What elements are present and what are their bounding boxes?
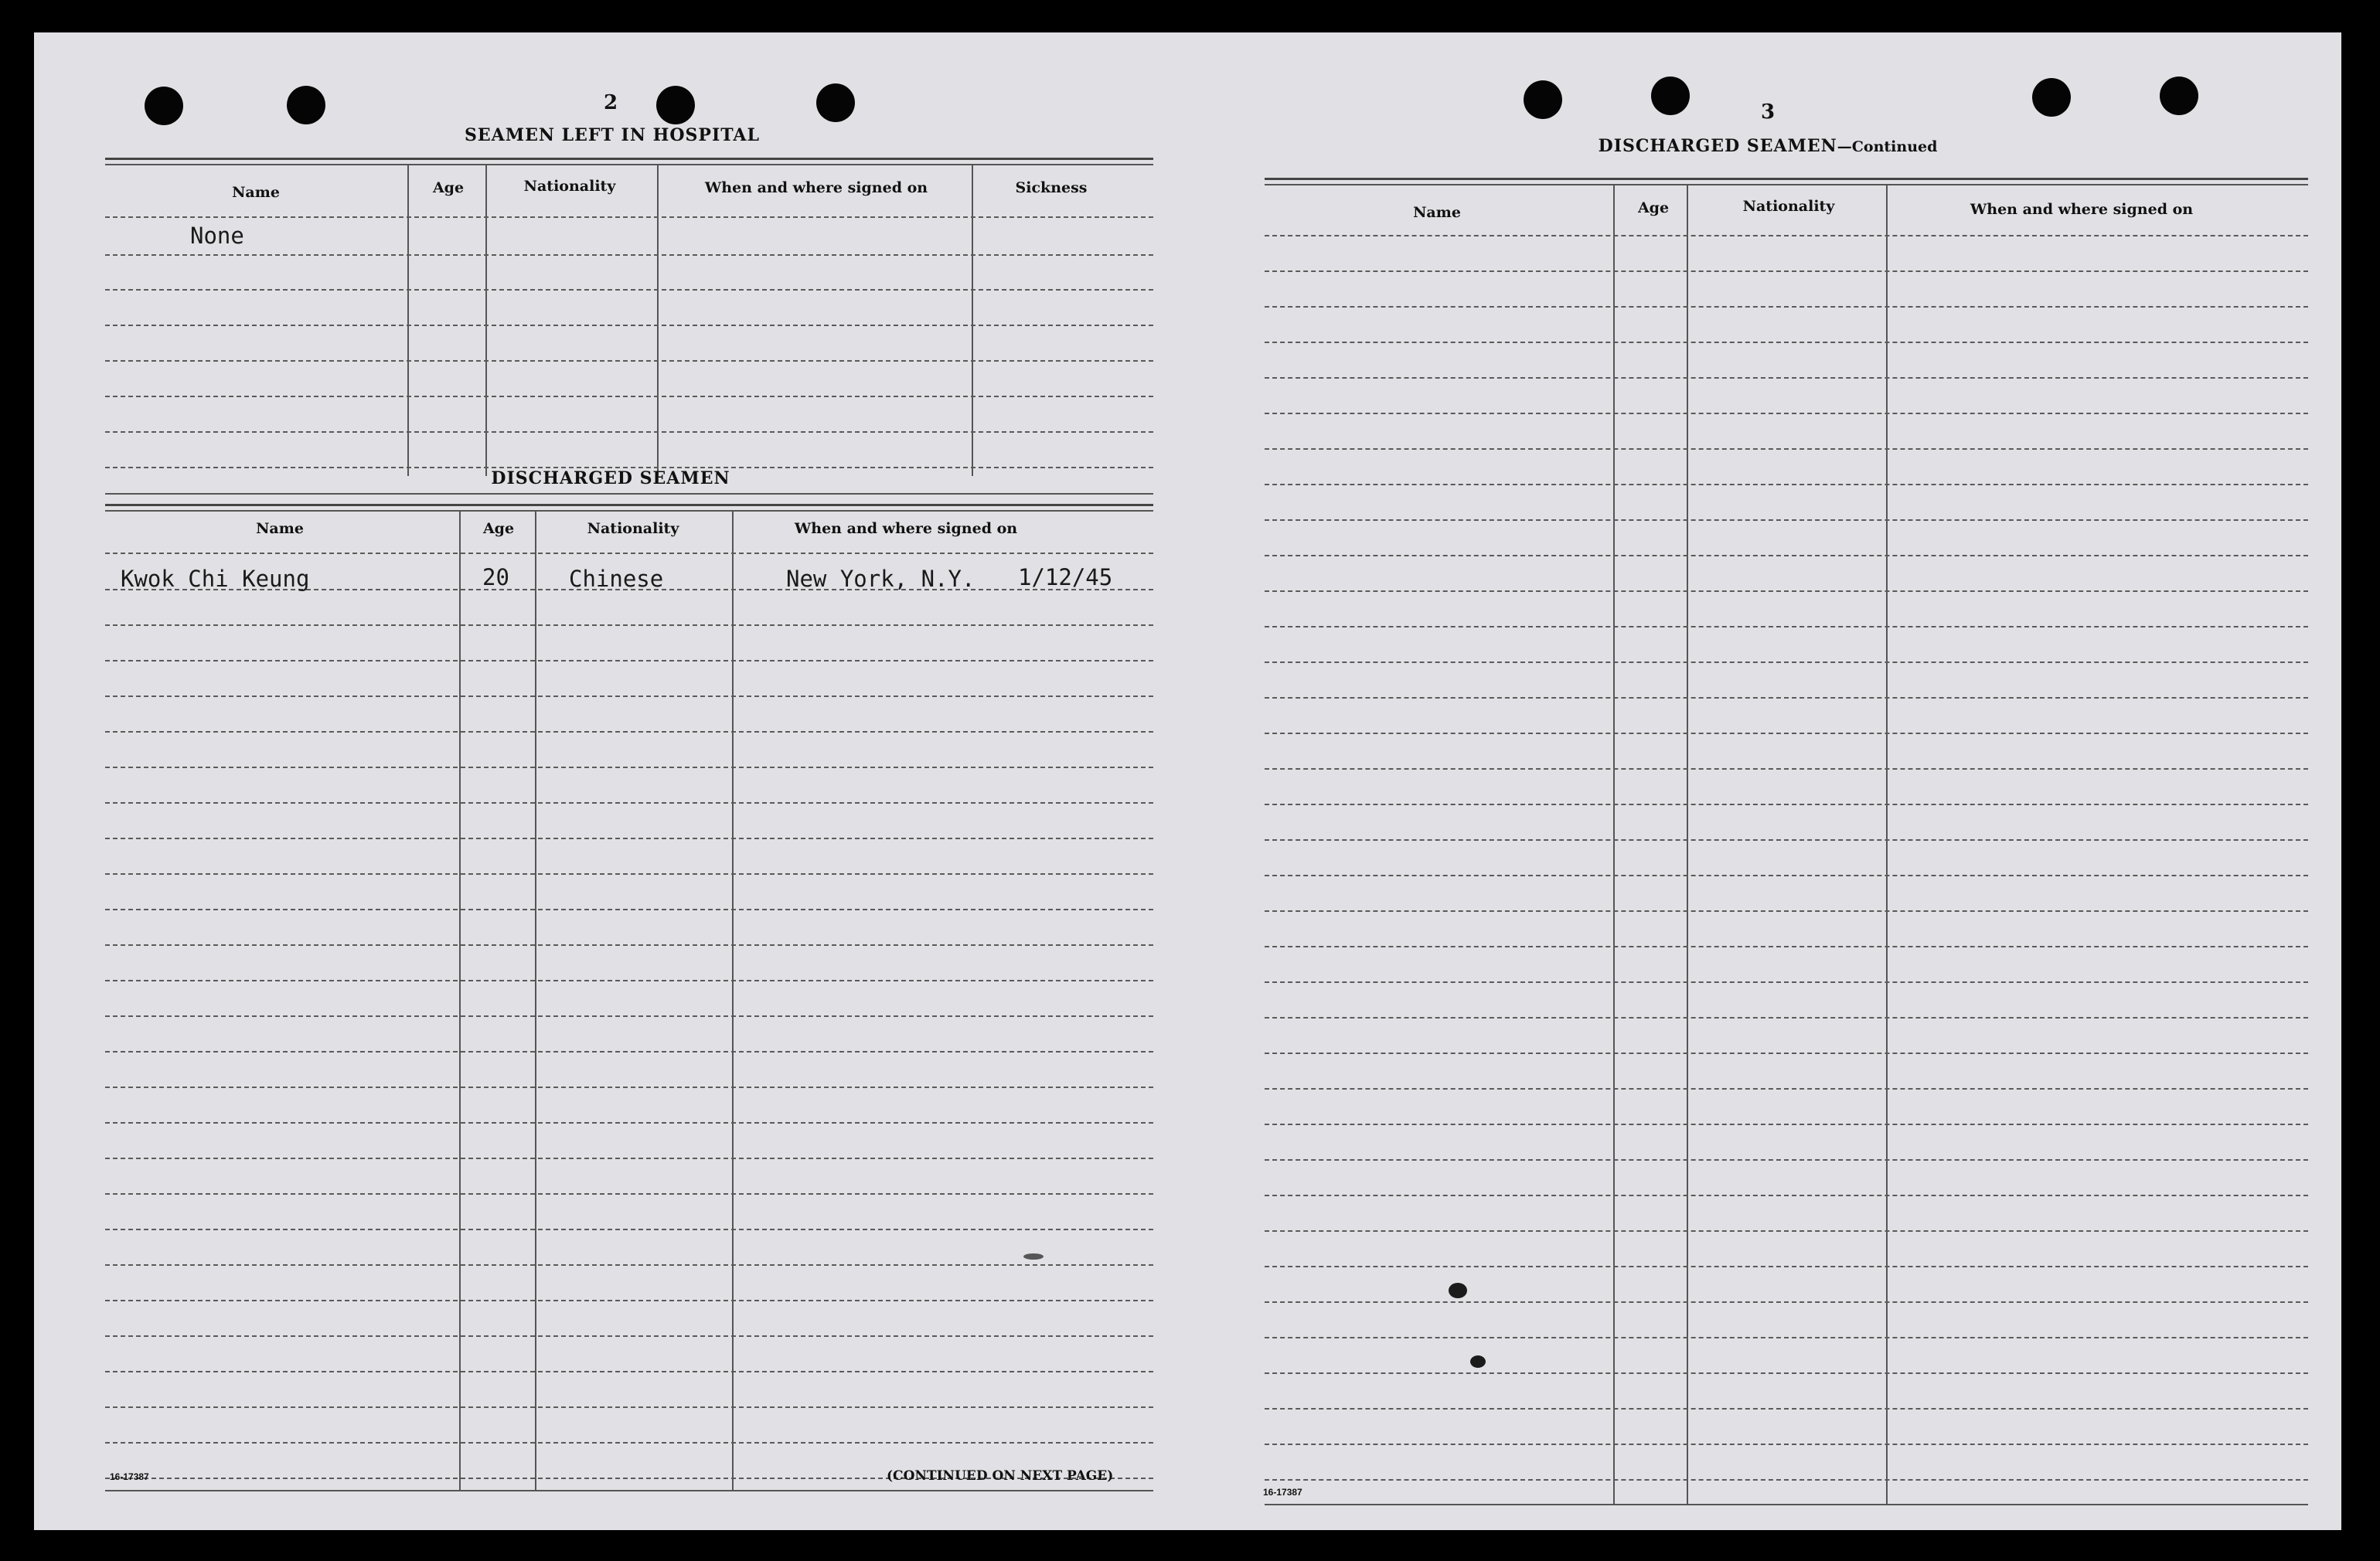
table-rule (105, 510, 1153, 512)
table-row (1265, 1444, 2308, 1445)
page-number: 3 (1760, 100, 1776, 124)
title-text: DISCHARGED SEAMEN (1598, 136, 1837, 156)
title-suffix: —Continued (1837, 138, 1938, 155)
table-row (1265, 626, 2308, 627)
table-row (105, 254, 1153, 256)
table-row (1265, 1408, 2308, 1410)
hospital-entry-name: None (190, 223, 244, 249)
table-rule (105, 1490, 1153, 1491)
entry-date: 1/12/45 (1018, 564, 1113, 590)
column-header-name: Name (232, 184, 280, 201)
table-row (105, 1015, 1153, 1017)
column-header-age: Age (482, 520, 515, 537)
column-divider (459, 512, 461, 1491)
table-row (1265, 306, 2308, 308)
table-row (105, 660, 1153, 661)
table-row (105, 624, 1153, 626)
table-row (1265, 590, 2308, 592)
table-row (1265, 1159, 2308, 1161)
form-number: 16-17387 (110, 1471, 149, 1482)
table-row (1265, 839, 2308, 841)
punch-hole (2032, 78, 2071, 117)
column-divider (535, 512, 536, 1491)
column-header-name: Name (256, 520, 304, 537)
column-header-nationality: Nationality (523, 178, 616, 195)
table-row (1265, 448, 2308, 450)
column-divider (1687, 185, 1688, 1505)
punch-hole (816, 83, 855, 122)
column-header-nationality: Nationality (1742, 198, 1835, 215)
table-row (105, 1193, 1153, 1195)
continued-note: (CONTINUED ON NEXT PAGE) (887, 1468, 1114, 1484)
table-row (1265, 555, 2308, 556)
table-row (1265, 946, 2308, 947)
discharged-section-title: DISCHARGED SEAMEN (491, 468, 730, 488)
column-header-signed-on: When and where signed on (1970, 201, 2194, 218)
table-row (105, 396, 1153, 397)
table-row (105, 695, 1153, 697)
table-row (105, 360, 1153, 362)
table-row (105, 731, 1153, 733)
table-rule (105, 493, 1153, 495)
table-row (105, 1406, 1153, 1408)
table-row (105, 1300, 1153, 1301)
entry-place: New York, N.Y. (786, 566, 975, 592)
punch-hole (287, 86, 325, 124)
column-divider (407, 165, 409, 476)
column-divider (972, 165, 973, 476)
column-header-name: Name (1413, 204, 1461, 221)
ink-stain (1470, 1355, 1486, 1368)
table-row (1265, 1124, 2308, 1125)
column-header-signed-on: When and where signed on (794, 520, 1018, 537)
table-row (105, 802, 1153, 804)
table-rule (1265, 1504, 2308, 1505)
table-row (1265, 981, 2308, 983)
table-row (105, 216, 1153, 218)
table-row (105, 1335, 1153, 1337)
column-header-sickness: Sickness (1015, 179, 1088, 196)
form-number: 16-17387 (1263, 1487, 1302, 1498)
table-row (105, 1122, 1153, 1124)
entry-nationality: Chinese (569, 566, 664, 592)
table-rule (1265, 184, 2308, 185)
table-row (1265, 804, 2308, 805)
table-row (1265, 270, 2308, 272)
table-row (105, 944, 1153, 946)
table-row (105, 325, 1153, 326)
table-row (1265, 413, 2308, 414)
table-row (1265, 342, 2308, 343)
table-row (105, 1371, 1153, 1372)
column-divider (657, 165, 659, 476)
table-rule (1265, 178, 2308, 180)
table-row (105, 431, 1153, 433)
table-row (1265, 1479, 2308, 1481)
table-row (1265, 1017, 2308, 1019)
table-row (1265, 1372, 2308, 1374)
table-rule (105, 164, 1153, 165)
punch-hole (656, 86, 695, 124)
column-divider (732, 512, 734, 1491)
table-row (1265, 1266, 2308, 1267)
table-row (1265, 1230, 2308, 1232)
column-divider (1613, 185, 1615, 1505)
table-row (1265, 1337, 2308, 1338)
table-row (105, 1264, 1153, 1266)
column-header-age: Age (1637, 199, 1670, 216)
table-rule (105, 504, 1153, 506)
table-row (105, 909, 1153, 910)
table-row (1265, 875, 2308, 876)
punch-hole (145, 87, 183, 125)
table-row (1265, 697, 2308, 699)
discharged-continued-title (1599, 136, 1938, 156)
table-row (1265, 910, 2308, 912)
column-divider (1886, 185, 1888, 1505)
ledger-sheet (34, 32, 2341, 1530)
table-row (1265, 1195, 2308, 1196)
table-row (1265, 1301, 2308, 1303)
table-rule (105, 158, 1153, 160)
punch-hole (2160, 77, 2198, 115)
table-row (105, 1229, 1153, 1230)
punch-hole (1651, 77, 1690, 115)
table-row (1265, 661, 2308, 663)
table-row (105, 1051, 1153, 1053)
table-row (1265, 484, 2308, 485)
punch-hole (1524, 80, 1562, 119)
table-row (1265, 768, 2308, 770)
hospital-section-title: SEAMEN LEFT IN HOSPITAL (465, 125, 760, 145)
table-row (105, 289, 1153, 291)
table-row (1265, 1053, 2308, 1054)
column-header-nationality: Nationality (587, 520, 679, 537)
column-header-signed-on: When and where signed on (704, 179, 928, 196)
table-row (1265, 519, 2308, 521)
table-row (105, 553, 1153, 554)
table-row (105, 838, 1153, 839)
table-row (1265, 377, 2308, 379)
table-row (105, 1442, 1153, 1444)
entry-name: Kwok Chi Keung (121, 566, 310, 592)
column-divider (485, 165, 487, 476)
table-row (105, 980, 1153, 981)
table-row (1265, 235, 2308, 236)
ink-stain (1023, 1253, 1044, 1260)
table-row (105, 1087, 1153, 1088)
table-row (105, 1158, 1153, 1159)
table-row (105, 767, 1153, 768)
column-header-age: Age (432, 179, 465, 196)
ink-stain (1449, 1283, 1467, 1298)
table-row (1265, 733, 2308, 734)
entry-age: 20 (482, 564, 509, 590)
page-number: 2 (603, 91, 618, 114)
table-row (105, 873, 1153, 875)
table-row (1265, 1088, 2308, 1090)
